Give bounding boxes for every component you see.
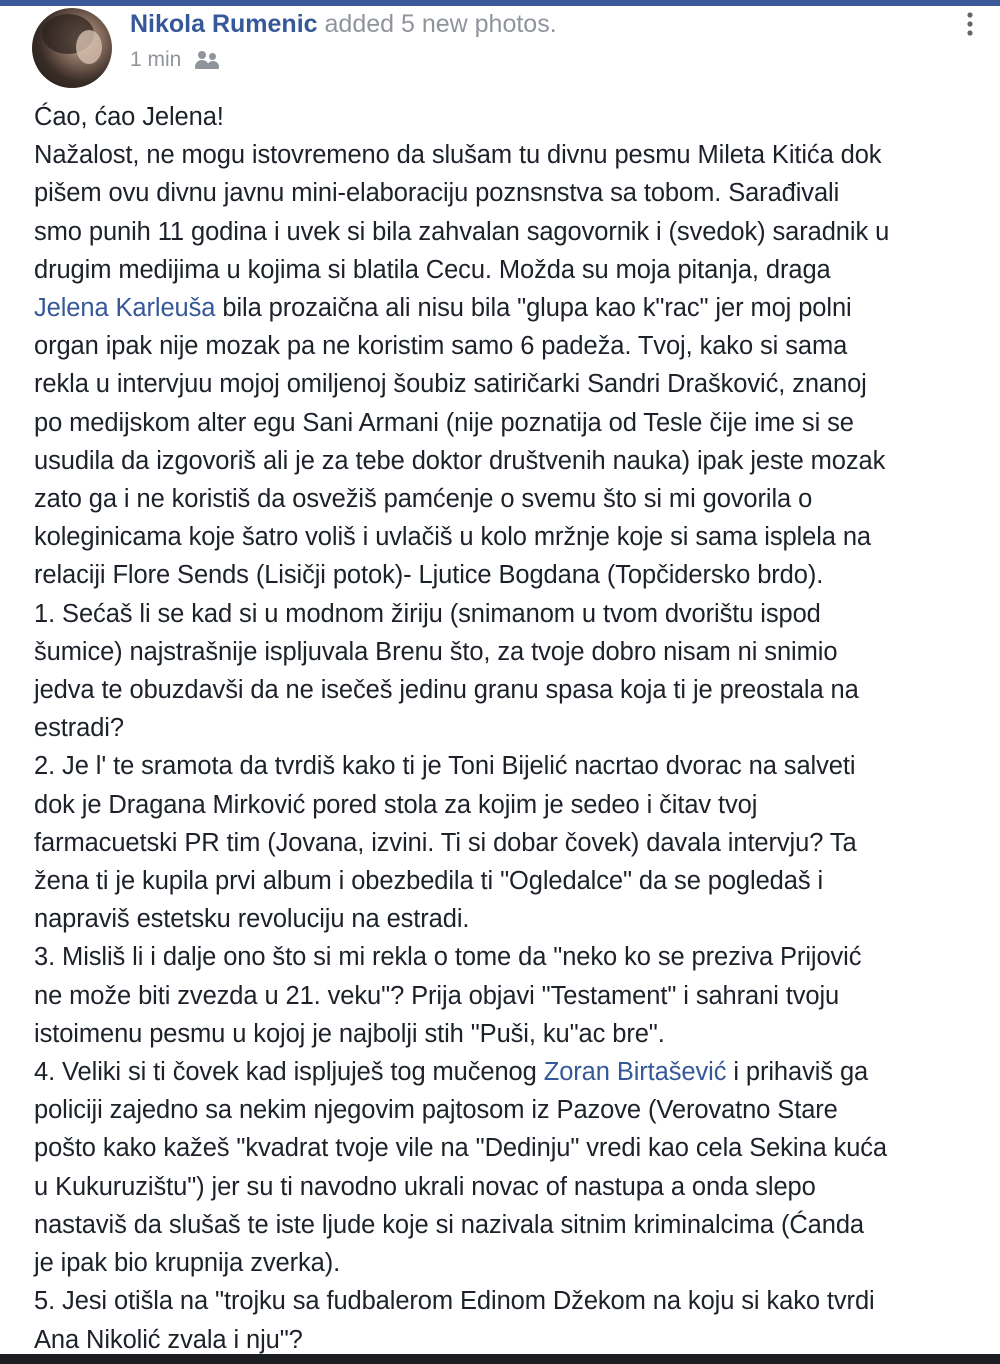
post-text-line [34, 327, 984, 365]
text-segment: nastaviš da slušaš te iste ljude koje si nazivala sitnim kriminalcima (Ćanda [34, 1210, 865, 1239]
avatar[interactable] [32, 8, 112, 88]
post-text-line [34, 480, 984, 518]
post-text-line [34, 633, 984, 671]
text-segment: rekla u intervjuu mojoj omiljenoj šoubiz satiričarki Sandri Drašković, znanoj [34, 370, 867, 399]
author-line [130, 10, 557, 39]
text-segment: policiji zajedno sa nekim njegovim pajtosom iz Pazove (Verovatno Stare [34, 1096, 838, 1125]
post-text-line [34, 1091, 984, 1129]
post-text-line [34, 938, 984, 976]
text-segment: bila prozaična ali nisu bila "glupa kao k"rac" jer moj polni [215, 294, 852, 323]
post-text-line [34, 98, 984, 136]
text-segment: 5. Jesi otišla na "trojku sa fudbalerom Edinom Džekom na koju si kako tvrdi [34, 1287, 875, 1316]
post-text-line [34, 404, 984, 442]
text-segment: drugim medijima u kojima si blatila Cecu. Možda su moja pitanja, draga [34, 255, 831, 284]
text-segment: estradi? [34, 714, 124, 743]
text-segment: po medijskom alter egu Sani Armani (nije poznatija od Tesle čije ime si se [34, 408, 854, 437]
text-segment: zato ga i ne koristiš da osvežiš pamćenje o svemu što si mi govorila o [34, 485, 813, 514]
post-text-line [34, 518, 984, 556]
text-segment: Ana Nikolić zvala i nju"? [34, 1325, 303, 1354]
post-text-line [34, 251, 984, 289]
text-segment: Nažalost, ne mogu istovremeno da slušam tu divnu pesmu Mileta Kitića dok [34, 141, 882, 170]
text-segment: 2. Je l' te sramota da tvrdiš kako ti je Toni Bijelić nacrtao dvorac na salveti [34, 752, 856, 781]
text-segment: u Kukuruzištu") jer su ti navodno ukrali novac of nastupa a onda slepo [34, 1172, 816, 1201]
text-segment: žena ti je kupila prvi album i obezbedila ti "Ogledalce" da se pogledaš i [34, 867, 824, 896]
post-text-line [34, 671, 984, 709]
bottom-bar [0, 1354, 1000, 1364]
post-text-line [34, 862, 984, 900]
post-text-line [34, 1244, 984, 1282]
post-text-line [34, 442, 984, 480]
mention-link[interactable]: Zoran Birtašević [543, 1058, 727, 1087]
post-text-line [34, 709, 984, 747]
post-text-line [34, 1168, 984, 1206]
text-segment: organ ipak nije mozak pa ne koristim samo 6 padeža. Tvoj, kako si sama [34, 332, 848, 361]
text-segment: istoimenu pesmu u kojoj je najbolji stih "Puši, ku"ac bre". [34, 1019, 665, 1048]
text-segment: pošto kako kažeš "kvadrat tvoje vile na "Dedinju" vredi kao cela Sekina kuća [34, 1134, 888, 1163]
text-segment: relaciji Flore Sends (Lisičji potok)- Ljutice Bogdana (Topčidersko brdo). [34, 561, 824, 590]
post-text-line [34, 1206, 984, 1244]
post-text-line [34, 136, 984, 174]
post-header [0, 6, 1000, 94]
post-meta [130, 48, 221, 72]
text-segment: jedva te obuzdavši da ne isečeš jedinu granu spasa koja ti je preostala na [34, 676, 859, 705]
post-text-line [34, 1015, 984, 1053]
post-body [34, 98, 984, 1359]
text-segment: pišem ovu divnu javnu mini-elaboraciju poznsnstva sa tobom. Sarađivali [34, 179, 840, 208]
post-text-line [34, 556, 984, 594]
text-segment: dok je Dragana Mirković pored stola za kojim je sedeo i čitav tvoj [34, 790, 758, 819]
text-segment: šumice) najstrašnije ispljuvala Brenu što, za tvoje dobro nisam ni snimio [34, 637, 838, 666]
post-text-line [34, 1053, 984, 1091]
post-text-line [34, 824, 984, 862]
more-vertical-icon[interactable] [962, 12, 978, 36]
text-segment: koleginicama koje šatro voliš i uvlačiš u kolo mržnje koje si sama isplela na [34, 523, 872, 552]
post-text-line [34, 1129, 984, 1167]
post-text-line [34, 1282, 984, 1320]
post-text-line [34, 786, 984, 824]
text-segment: smo punih 11 godina i uvek si bila zahvalan sagovornik i (svedok) saradnik u [34, 217, 890, 246]
post-text-line [34, 213, 984, 251]
post-text-line [34, 595, 984, 633]
text-segment: je ipak bio krupnija zverka). [34, 1249, 341, 1278]
text-segment: i prihaviš ga [726, 1058, 869, 1087]
text-segment: napraviš estetsku revoluciju na estradi. [34, 905, 470, 934]
post-text-line [34, 747, 984, 785]
facebook-post [0, 6, 1000, 1354]
text-segment: 4. Veliki si ti čovek kad ispljuješ tog mučenog [34, 1058, 544, 1087]
post-text-line [34, 289, 984, 327]
text-segment: Ćao, ćao Jelena! [34, 103, 224, 131]
text-segment: farmacuetski PR tim (Jovana, izvini. Ti si dobar čovek) davala intervju? Ta [34, 828, 857, 857]
post-text-line [34, 1321, 984, 1359]
friends-icon[interactable] [195, 50, 221, 70]
text-segment: usudila da izgovoriš ali je za tebe doktor društvenih nauka) ipak jeste mozak [34, 446, 886, 475]
post-timestamp[interactable]: 1 min [130, 48, 182, 71]
post-text-line [34, 900, 984, 938]
text-segment: 1. Sećaš li se kad si u modnom žiriju (snimanom u tvom dvorištu ispod [34, 599, 821, 628]
post-text-line [34, 365, 984, 403]
text-segment: 3. Misliš li i dalje ono što si mi rekla o tome da "neko ko se preziva Prijović [34, 943, 862, 972]
avatar-face [76, 30, 102, 64]
post-text-line [34, 977, 984, 1015]
post-text-line [34, 174, 984, 212]
author-name[interactable]: Nikola Rumenic [130, 10, 318, 38]
post-action[interactable]: added 5 new photos. [324, 10, 557, 38]
mention-link[interactable]: Jelena Karleuša [34, 294, 216, 323]
text-segment: ne može biti zvezda u 21. veku"? Prija objavi "Testament" i sahrani tvoju [34, 981, 840, 1010]
